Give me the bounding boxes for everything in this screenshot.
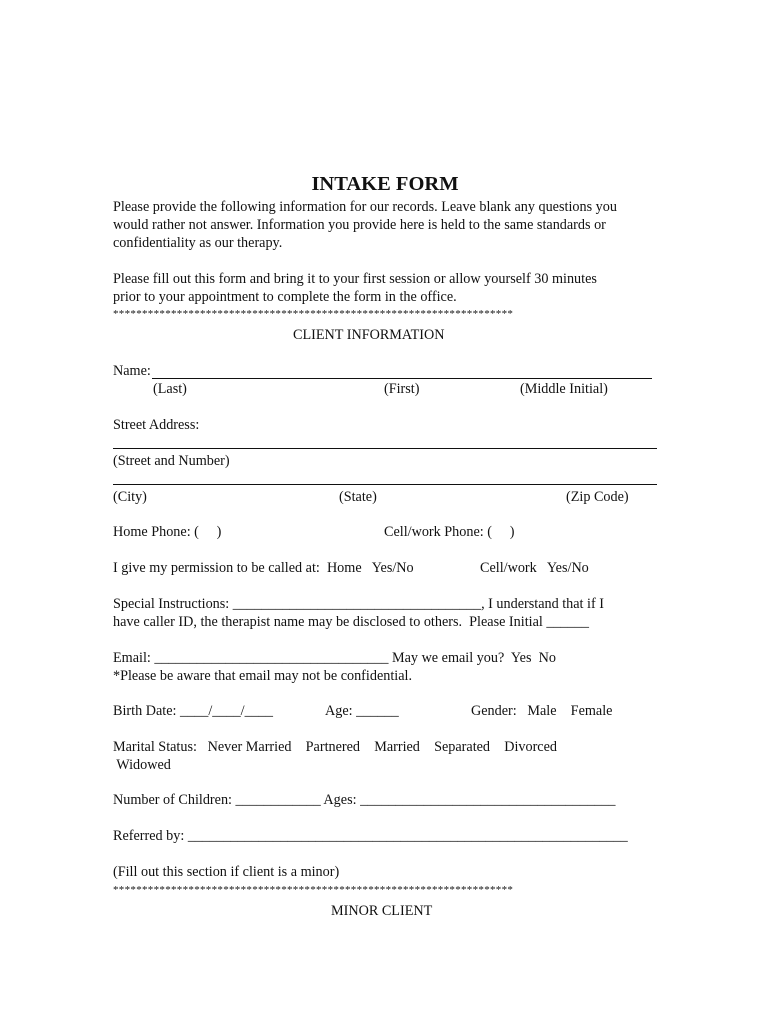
home-phone-field[interactable]: Home Phone: ( ) bbox=[113, 524, 222, 540]
city-state-zip-field[interactable] bbox=[113, 484, 657, 485]
minor-note: (Fill out this section if client is a minor) bbox=[113, 864, 340, 880]
minor-client-header: MINOR CLIENT bbox=[331, 903, 433, 919]
email-disclaimer: *Please be aware that email may not be confidential. bbox=[113, 668, 413, 684]
birth-date-field[interactable]: Birth Date: ____/____/____ bbox=[113, 703, 273, 719]
referred-by-field[interactable]: Referred by: ______________________________________________________________ bbox=[113, 828, 628, 844]
city-caption: (City) bbox=[113, 489, 147, 505]
name-last-caption: (Last) bbox=[153, 381, 187, 397]
name-label: Name: bbox=[113, 363, 151, 379]
state-caption: (State) bbox=[339, 489, 377, 505]
call-permission-cell[interactable]: Cell/work Yes/No bbox=[480, 560, 589, 576]
name-field[interactable] bbox=[152, 378, 652, 379]
special-instructions-line-1[interactable]: Special Instructions: ___________________________________, I understand that if I bbox=[113, 596, 604, 612]
instructions-line-1: Please fill out this form and bring it to your first session or allow yourself 30 minutes bbox=[113, 271, 597, 287]
intro-line-3: confidentiality as our therapy. bbox=[113, 235, 283, 251]
name-middle-caption: (Middle Initial) bbox=[520, 381, 608, 397]
name-first-caption: (First) bbox=[384, 381, 420, 397]
special-instructions-line-2[interactable]: have caller ID, the therapist name may be disclosed to others. Please Initial ______ bbox=[113, 614, 589, 630]
street-address-label: Street Address: bbox=[113, 417, 200, 433]
gender-options[interactable]: Gender: Male Female bbox=[471, 703, 613, 719]
star-divider-top: ********************************************************************* bbox=[113, 308, 514, 320]
zip-caption: (Zip Code) bbox=[566, 489, 629, 505]
form-title: INTAKE FORM bbox=[311, 173, 459, 195]
intro-line-2: would rather not answer. Information you provide here is held to the same standards or bbox=[113, 217, 606, 233]
children-field[interactable]: Number of Children: ____________ Ages: ____________________________________ bbox=[113, 792, 616, 808]
street-number-caption: (Street and Number) bbox=[113, 453, 230, 469]
client-information-header: CLIENT INFORMATION bbox=[293, 327, 445, 343]
street-address-field[interactable] bbox=[113, 448, 657, 449]
intro-line-1: Please provide the following information for our records. Leave blank any questions you bbox=[113, 199, 617, 215]
age-field[interactable]: Age: ______ bbox=[325, 703, 399, 719]
email-field[interactable]: Email: _________________________________ May we email you? Yes No bbox=[113, 650, 556, 666]
marital-status-options[interactable]: Marital Status: Never Married Partnered Married Separated Divorced bbox=[113, 739, 557, 755]
instructions-line-2: prior to your appointment to complete the form in the office. bbox=[113, 289, 457, 305]
call-permission-home[interactable]: I give my permission to be called at: Home Yes/No bbox=[113, 560, 414, 576]
marital-status-widowed[interactable]: Widowed bbox=[113, 757, 171, 773]
star-divider-bottom: ********************************************************************* bbox=[113, 884, 514, 896]
cell-phone-field[interactable]: Cell/work Phone: ( ) bbox=[384, 524, 515, 540]
